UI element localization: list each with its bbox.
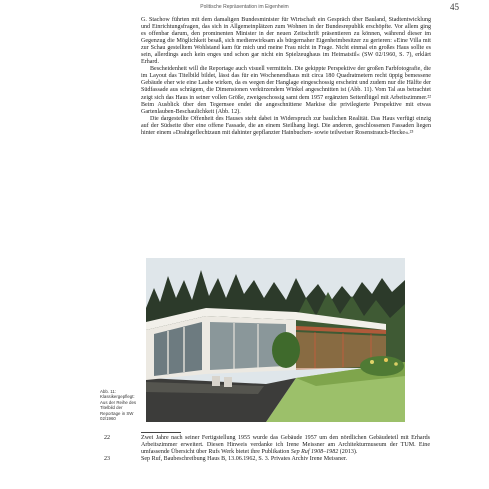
body-text xyxy=(141,17,431,137)
shrub xyxy=(360,356,404,376)
footnote xyxy=(100,435,430,456)
page-number: 45 xyxy=(450,2,459,12)
paragraph: Bescheidenheit will die Reportage auch visuell vermitteln. Die gekippte Perspektive der großen Farbfotografie, die im Layout das Titelbild bildet, lässt das für ein Wochenendhaus mit circa 180 Quadratmetern recht üppig bemessene Gebäude eher wie eine Laube wirken, da es wegen der Hanglage eingeschossig erscheint und zudem nur die Hälfte der Südfassade aus schrägem, die Dimensionen verkürzendem Winkel angeschnitten ist (Abb. 11). Vom Tal aus betrachtet zeigt sich das Haus in seiner vollen Größe, zweigeschossig samt dem 1957 ergänzten Seitenflügel mit Arbeitszimmer.²² Beim Ausblick über den Tegernsee endet die angeschnittene Markise die privilegierte Perspektive mit etwas Gartenlauben-Beschaulichkeit (Abb. 12). xyxy=(141,66,431,115)
footnote-number: 22 xyxy=(104,435,111,441)
paragraph: Die dargestellte Offenheit des Hauses steht dabei in Widerspruch zur baulichen Realität. Das Haus verfügt einzig auf der Südseite über eine offene Fassade, die an einem Steilhang liegt. Die anderen, geschlossenen Fassaden liegen hinter einem »Drahtgeflechtzaun mit dahinter gepflanzter Hainbuchen- sowie teilweiser Rosenstrauch-Hecke«.²³ xyxy=(141,115,431,136)
footnote-text: Zwei Jahre nach seiner Fertigstellung 1955 wurde das Gebäude 1957 um den nördlichen Gebäudeteil mit Erhards Arbeitszimmer erweitert. Diesen Hinweis verdanke ich Irene Meissner am Architekturmuseum der TUM. Eine umfassende Übersicht über Rufs Werk bietet ihre Publikation xyxy=(141,435,430,455)
footnote-rule xyxy=(141,432,181,433)
paragraph: G. Stachow führten mit dem damaligen Bundesminister für Wirtschaft ein Gespräch über Bauland, Stadtentwicklung und Einrichtungsfragen, das sich in Allgemeinplätzen zum Wohnen in der Bundesrepublik erschöpfte. Vor allem ging es offenbar darum, den prominenten Minister in der neuen Zeitschrift präsentieren zu können, während dieser im Gegenzug die Möglichkeit besaß, sich medienwirksam als bürgernaher Eigenheimbesitzer zu gerieren: »Eine Villa mit zur Schau gestelltem Wohlstand kam für mich und meine Frau nicht in Frage. Nicht einmal ein großes Haus sollte es sein, allerdings auch kein enges und schon gar nicht ein Spielzeughaus im Heimatstil« (SW 02/1960, S. 7), erklärt Erhard. xyxy=(141,17,431,66)
chair xyxy=(212,376,220,386)
footnotes xyxy=(100,435,430,463)
footnote-tail: (2013). xyxy=(338,449,358,455)
figure-photo xyxy=(146,258,405,422)
chair xyxy=(224,377,232,387)
footnote xyxy=(100,456,430,463)
figure-caption: Abb. 11: Klassikergepflegt: Aus der Reihe des Titelbild der Reportage in SW 02/1960 xyxy=(100,389,137,422)
footnote-italic-title: Sep Ruf 1908–1982 xyxy=(290,449,339,455)
footnote-number: 23 xyxy=(104,456,111,462)
running-head: Politische Repräsentation im Eigenheim xyxy=(200,4,289,10)
garden-tree xyxy=(272,332,300,368)
footnote-text: Sep Ruf, Baubeschreibung Haus B, 13.06.1962, S. 3. Privates Archiv Irene Meissner. xyxy=(141,456,348,462)
